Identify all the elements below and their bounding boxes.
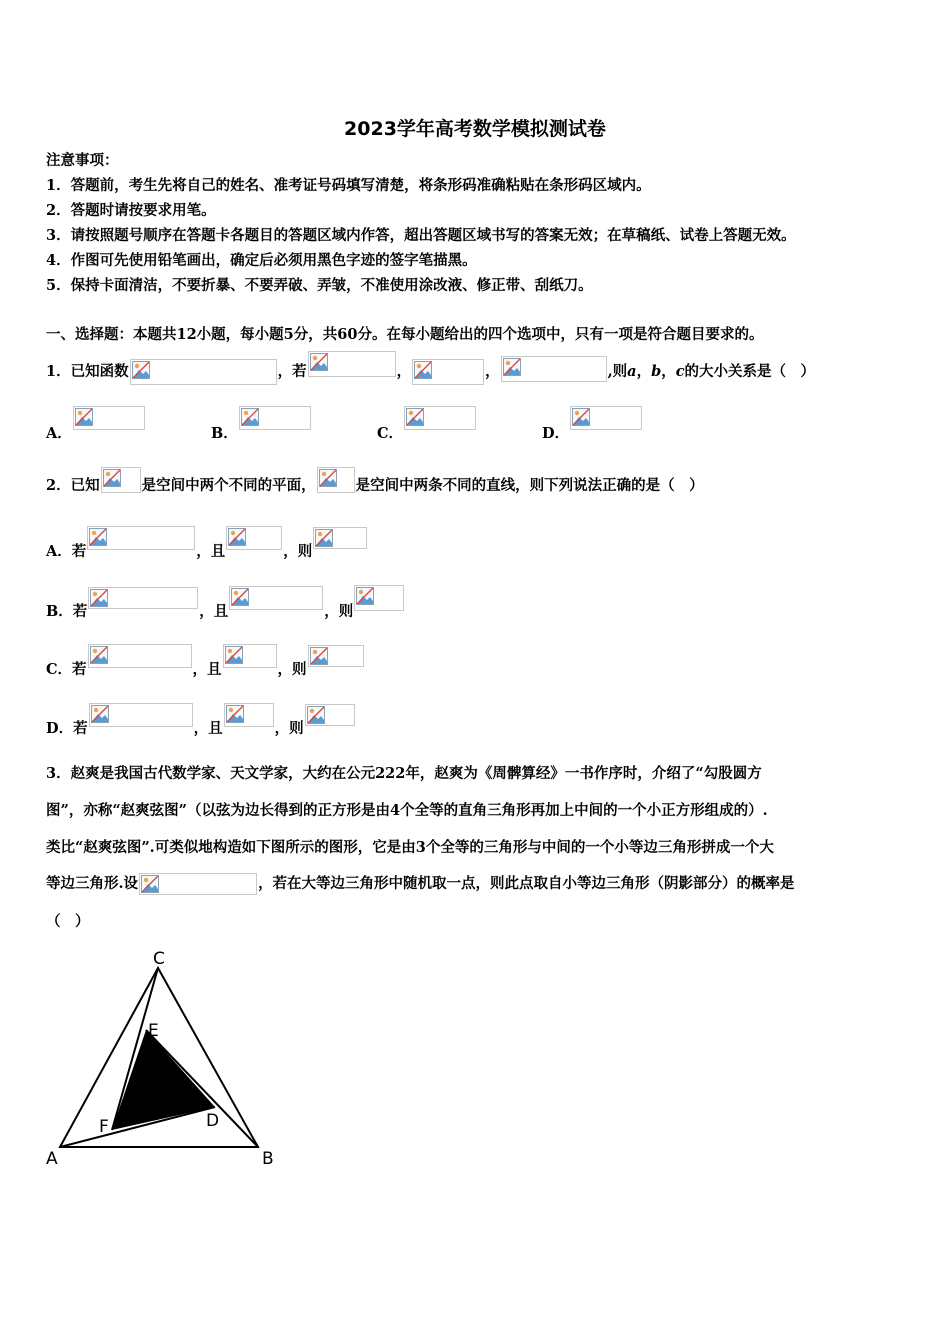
formula-image [313, 527, 367, 549]
q1-suffix: ,则 [607, 363, 628, 380]
formula-image [404, 406, 476, 430]
formula-image [130, 359, 277, 385]
formula-image [224, 703, 274, 727]
option-text: 若 [72, 661, 87, 678]
option-label: D． [542, 425, 570, 442]
q3-line: 类比“赵爽弦图”.可类似地构造如下图所示的图形，它是由3个全等的三角形与中间的一个小等边三角形拼成一个大 [46, 839, 774, 856]
broken-image-icon [307, 706, 325, 724]
notice-item: 3．请按照题号顺序在答题卡各题目的答题区域内作答，超出答题区域书写的答案无效；在草稿纸、试卷上答题无效。 [46, 227, 796, 244]
q2-prefix: 2．已知 [46, 477, 100, 494]
formula-image [308, 645, 364, 667]
option-text: ，且 [193, 720, 223, 737]
q3-line: （ ） [46, 913, 90, 930]
q1-comma-ruo: ，若 [277, 363, 307, 380]
formula-image [239, 406, 311, 430]
q2-mid: 是空间中两个不同的平面， [141, 477, 316, 494]
option-label: C． [377, 425, 404, 442]
notice-item: 5．保持卡面清洁，不要折暴、不要弄破、弄皱，不准使用涂改液、修正带、刮纸刀。 [46, 277, 593, 294]
broken-image-icon [103, 469, 121, 487]
section-heading: 一、选择题：本题共12小题，每小题5分，共60分。在每小题给出的四个选项中，只有一项是符合题目要求的。 [46, 326, 764, 343]
formula-image [88, 587, 198, 609]
broken-image-icon [356, 587, 374, 605]
broken-image-icon [414, 361, 432, 379]
formula-image [354, 585, 404, 611]
q1-sep: ， [661, 363, 676, 380]
option-label: B． [211, 425, 238, 442]
q2-option-d[interactable] [46, 703, 356, 737]
notice-item: 4．作图可先使用铅笔画出，确定后必须用黑色字迹的签字笔描黑。 [46, 252, 477, 269]
q3-text: 等边三角形.设 [46, 875, 139, 892]
broken-image-icon [90, 646, 108, 664]
option-text: 若 [73, 720, 88, 737]
formula-image [412, 359, 484, 385]
var-b: b [651, 363, 662, 380]
option-label: C． [46, 661, 73, 678]
q1-option-c[interactable] [377, 406, 477, 442]
formula-image [88, 644, 192, 668]
broken-image-icon [231, 588, 249, 606]
broken-image-icon [90, 589, 108, 607]
notice-heading: 注意事项： [46, 152, 119, 169]
formula-image [317, 467, 355, 493]
option-text: ，且 [199, 603, 229, 620]
formula-image [223, 644, 277, 668]
option-text: 若 [71, 543, 87, 560]
q1-option-d[interactable] [542, 406, 643, 442]
broken-image-icon [132, 361, 150, 379]
broken-image-icon [91, 705, 109, 723]
option-label: B． [46, 603, 73, 620]
formula-image [226, 526, 282, 550]
formula-image [73, 406, 145, 430]
q3-line: 3．赵爽是我国古代数学家、天文学家，大约在公元222年，赵爽为《周髀算经》一书作序时，介绍了“勾股圆方 [46, 765, 762, 782]
label-c: C [153, 949, 165, 969]
q3-text: ，若在大等边三角形中随机取一点，则此点取自小等边三角形（阴影部分）的概率是 [258, 875, 795, 892]
q1-comma: ， [396, 363, 412, 380]
option-text: ，则 [277, 661, 307, 678]
option-text: ，且 [196, 543, 226, 560]
option-text: ，则 [324, 603, 354, 620]
option-text: ，且 [192, 661, 222, 678]
page-title: 2023学年高考数学模拟测试卷 [344, 118, 606, 140]
formula-image [89, 703, 193, 727]
option-text: 若 [72, 603, 88, 620]
broken-image-icon [228, 528, 246, 546]
q2-option-b[interactable] [46, 585, 405, 620]
option-text: ，则 [283, 543, 313, 560]
formula-image [101, 467, 141, 493]
label-d: D [206, 1111, 220, 1131]
q2-option-a[interactable] [46, 526, 368, 560]
broken-image-icon [225, 646, 243, 664]
broken-image-icon [241, 408, 259, 426]
formula-image [139, 873, 257, 895]
formula-image [308, 351, 396, 377]
q1-sep: ， [636, 363, 652, 380]
broken-image-icon [572, 408, 590, 426]
broken-image-icon [503, 358, 521, 376]
broken-image-icon [141, 875, 159, 893]
q1-prefix: 1．已知函数 [46, 363, 129, 380]
broken-image-icon [315, 529, 333, 547]
q1-comma: ， [485, 363, 500, 380]
label-e: E [148, 1021, 159, 1041]
inner-triangle [112, 1030, 215, 1130]
q1-option-a[interactable] [46, 406, 146, 442]
zhao-shuang-figure [40, 944, 290, 1174]
label-f: F [99, 1117, 109, 1137]
notice-item: 1．答题前，考生先将自己的姓名、准考证号码填写清楚，将条形码准确粘贴在条形码区域内。 [46, 177, 651, 194]
formula-image [501, 356, 607, 382]
broken-image-icon [75, 408, 93, 426]
broken-image-icon [226, 705, 244, 723]
formula-image [87, 526, 195, 550]
option-label: D． [46, 720, 74, 737]
option-label: A． [46, 543, 72, 560]
question-2 [46, 466, 704, 506]
broken-image-icon [310, 647, 328, 665]
option-text: ，则 [274, 720, 304, 737]
q2-option-c[interactable] [46, 644, 365, 678]
q3-line [46, 870, 795, 898]
option-label: A． [46, 425, 72, 442]
broken-image-icon [310, 353, 328, 371]
label-a: A [46, 1149, 58, 1169]
formula-image [229, 586, 323, 610]
var-a: a [627, 363, 637, 380]
formula-image [570, 406, 642, 430]
question-1 [46, 353, 815, 391]
broken-image-icon [89, 528, 107, 546]
q1-option-b[interactable] [211, 406, 312, 442]
var-c: c [675, 363, 685, 380]
q3-line: 图”，亦称“赵爽弦图”（以弦为边长得到的正方形是由4个全等的直角三角形再加上中间的一个小正方形组成的）. [46, 802, 768, 819]
broken-image-icon [319, 469, 337, 487]
notice-item: 2．答题时请按要求用笔。 [46, 202, 216, 219]
q1-tail: 的大小关系是（ ） [684, 363, 816, 380]
q2-tail: 是空间中两条不同的直线，则下列说法正确的是（ ） [355, 477, 704, 494]
formula-image [305, 704, 355, 726]
label-b: B [262, 1149, 274, 1169]
broken-image-icon [406, 408, 424, 426]
